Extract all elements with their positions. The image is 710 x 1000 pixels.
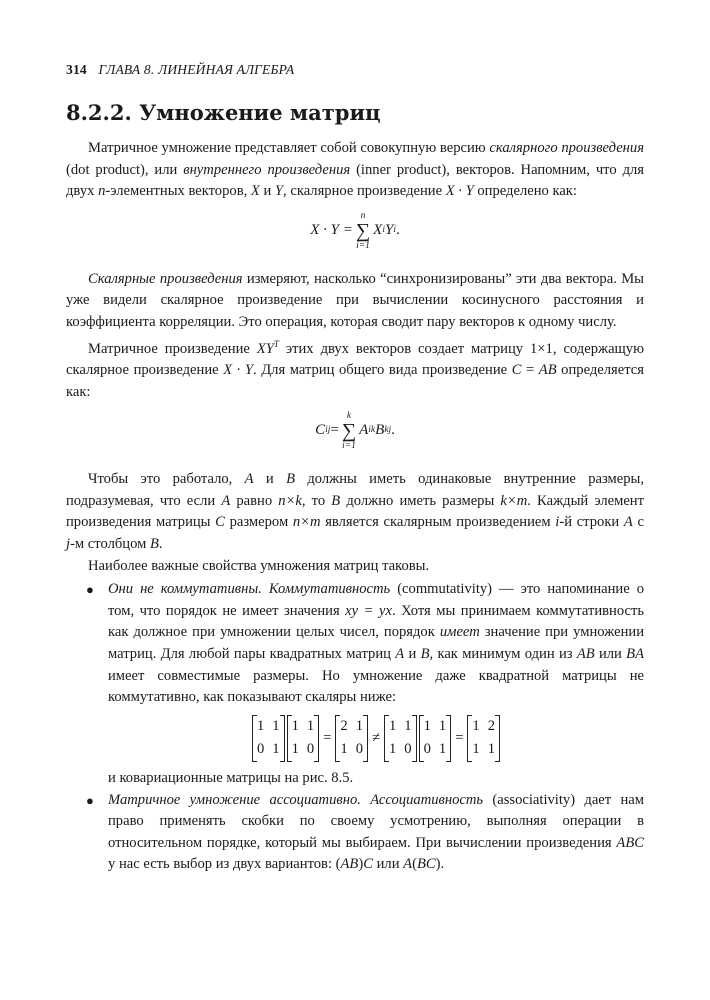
paragraph-3: Матричное произведение $XY^T$ этих двух векторов создает матрицу 1×1, содержащую скалярное произведение X · Y. Для матриц общего вида произведение C = AB определяется как: xyxy=(66,338,644,400)
matrix-5: 1 1 0 1 xyxy=(419,715,452,762)
matrix-1: 1 1 0 1 xyxy=(252,715,285,762)
paragraph-2: Скалярные произведения измеряют, насколько “синхронизированы” эти два вектора. Мы уже видели скалярное произведение при вычислении косинусного расстояния и коэффициента корреляции. Это операция, которая сводит пару векторов к одному числу. xyxy=(66,270,644,330)
formula-matrix-product: C ij = k ∑ i=1 A ik B kj . xyxy=(315,411,395,452)
body-text xyxy=(66,138,644,876)
matrix-2: 1 1 1 0 xyxy=(287,715,320,762)
property-list xyxy=(66,579,644,876)
equals-sign: = xyxy=(455,729,464,746)
not-equals-sign: ≠ xyxy=(371,729,380,746)
equals-sign: = xyxy=(323,729,332,746)
paragraph-1: Матричное умножение представляет собой совокупную версию скалярного произведения (dot product), или внутреннего произведения (inner product), векторов. Напомним, что для двух n-элементных векторов, X и Y, скалярное произведение X · Y определено как: xyxy=(66,140,645,200)
matrix-6: 1 2 1 1 xyxy=(467,715,500,762)
section-title: 8.2.2. Умножение матриц xyxy=(66,100,381,125)
after-matrix-text: и ковариационные матрицы на рис. 8.5. xyxy=(108,769,354,786)
bullet-icon: ● xyxy=(86,792,94,808)
list-item: ● Матричное умножение ассоциативно. Ассоциативность (associativity) дает нам право применять скобки по своему усмотрению, выполняя операции в относительном порядке, который мы выбираем. При вычислении произведения ABC у нас есть выбор из двух вариантов: (AB)C или A(BC). xyxy=(86,791,645,873)
sum-symbol: k ∑ i=1 xyxy=(341,411,357,452)
sum-symbol: n ∑ i=1 xyxy=(355,210,371,251)
bullet-icon: ● xyxy=(86,582,94,598)
formula-dot-product: X · Y = n ∑ i=1 X i Y i . xyxy=(310,210,400,251)
matrix-example xyxy=(108,715,644,762)
paragraph-5: Наиболее важные свойства умножения матриц таковы. xyxy=(88,557,430,574)
list-item: ● Они не коммутативны. Коммутативность (commutativity) — это напоминание о том, что порядок не имеет значения xy = yx. Хотя мы принимаем коммутативность как должное при умножении целых чисел, порядок имеет значение при умножении матриц. Для любой пары квадратных матриц A и B, как минимум один из AB или BA имеет совместимые размеры. Но умножение даже квадратной матрицы не коммутативно, как показывают скаляры ниже: 1 1 0 1 1 1 1 0 = 2 1 1 0 ≠ 1 1 1 0 1 1 0 1 = 1 2 1 1 и ковариационные матрицы на рис. 8.5. xyxy=(66,579,644,789)
paragraph-4: Чтобы это работало, A и B должны иметь одинаковые внутренние размеры, подразумевая, что если A равно n×k, то B должно иметь размеры k×m. Каждый элемент произведения матрицы C размером n×m является скалярным произведением i-й строки A с j-м столбцом B. xyxy=(66,471,645,552)
running-head xyxy=(66,62,294,78)
matrix-3: 2 1 1 0 xyxy=(335,715,368,762)
chapter-title: ГЛАВА 8. ЛИНЕЙНАЯ АЛГЕБРА xyxy=(98,62,295,77)
matrix-4: 1 1 1 0 xyxy=(384,715,417,762)
page-number: 314 xyxy=(66,62,87,77)
